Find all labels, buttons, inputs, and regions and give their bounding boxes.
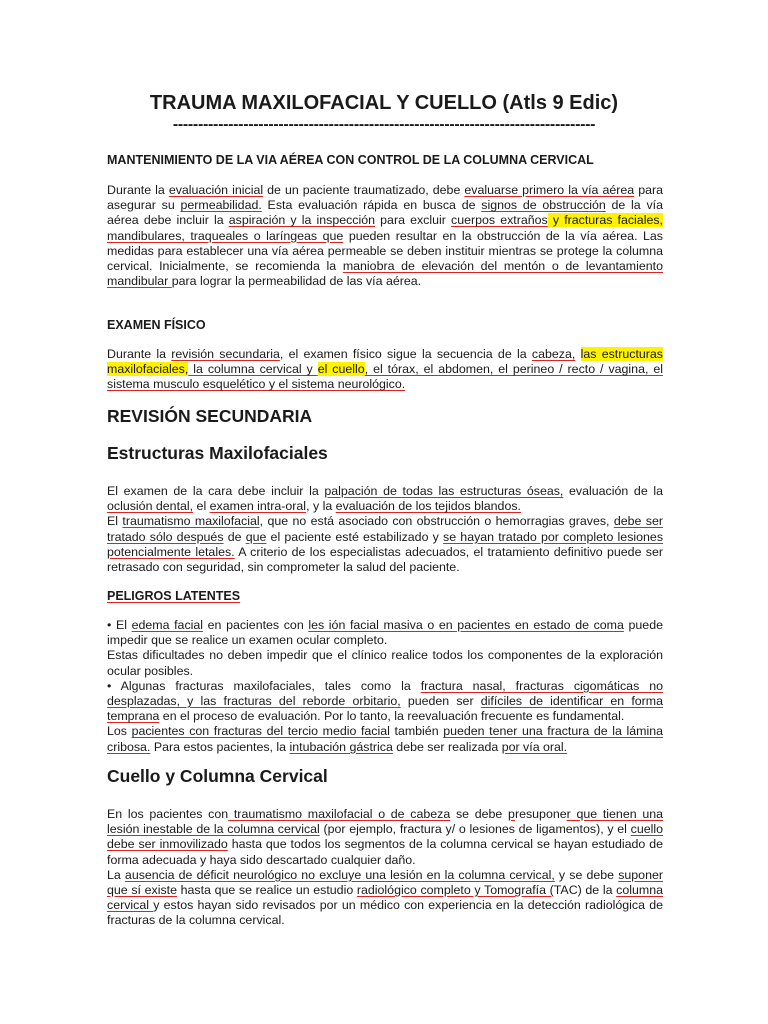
heading-latent-dangers: PELIGROS LATENTES [107,589,241,603]
title-divider: ------------------------------------------------------------------------------------ [172,116,596,133]
paragraph-airway: Durante la evaluación inicial de un paciente traumatizado, debe evaluarse primero la vía aérea para asegurar su permeabilidad. Esta evaluación rápida en busca de signos de obstrucción de la vía aérea debe incluir la aspiración y la inspección para excluir cuerpos extraños y fracturas faciales, mandibulares, traqueales o laríngeas que pueden resultar en la obstrucción de la vía aérea. Las medidas para establecer una vía aérea permeable se deben instituir mientras se protege la columna cervical. Inicialmente, se recomienda la maniobra de elevación del mentón o de levantamiento mandibular para lograr la permeabilidad de las vía aérea. [107,183,664,289]
heading-airway: MANTENIMIENTO DE LA VIA AÉREA CON CONTROL DE LA COLUMNA CERVICAL [107,153,594,167]
heading-physical-exam: EXAMEN FÍSICO [107,318,206,332]
paragraph-latent-dangers: • El edema facial en pacientes con les ión facial masiva o en pacientes en estado de coma puede impedir que se realice un examen ocular completo. Estas dificultades no deben impedir que el clínico realice todos los componentes de la exploración ocular posibles. • Algunas fracturas maxilofaciales, tales como la fractura nasal, fracturas cigomáticas no desplazadas, y las fracturas del reborde orbitario, pueden ser difíciles de identificar en forma temprana en el proceso de evaluación. Por lo tanto, la reevaluación frecuente es fundamental. Los pacientes con fracturas del tercio medio facial también pueden tener una fractura de la lámina cribosa. Para estos pacientes, la intubación gástrica debe ser realizada por vía oral. [107,618,663,754]
heading-neck-cervical-spine: Cuello y Columna Cervical [107,766,328,786]
paragraph-neck-cervical-spine: En los pacientes con traumatismo maxilofacial o de cabeza se debe presuponer que tienen una lesión inestable de la columna cervical (por ejemplo, fractura y/ o lesiones de ligamentos), y el cuello debe ser inmovilizado hasta que todos los segmentos de la columna cervical se hayan estudiado de forma adecuada y haya sido descartado cualquier daño. La ausencia de déficit neurológico no excluye una lesión en la columna cervical, y se debe suponer que sí existe hasta que se realice un estudio radiológico completo y Tomografía (TAC) de la columna cervical y estos hayan sido revisados por un médico con experiencia en la detección radiológica de fracturas de la columna cervical. [107,807,664,928]
document-title: TRAUMA MAXILOFACIAL Y CUELLO (Atls 9 Edic) [149,92,619,114]
heading-maxillofacial-structures: Estructuras Maxilofaciales [107,443,328,463]
heading-secondary-review: REVISIÓN SECUNDARIA [107,406,313,426]
paragraph-physical-exam: Durante la revisión secundaria, el examen físico sigue la secuencia de la cabeza, las estructuras maxilofaciales, la columna cervical y el cuello, el tórax, el abdomen, el perineo / recto / vagina, el sistema musculo esquelético y el sistema neurológico. [107,347,663,392]
paragraph-maxillofacial: El examen de la cara debe incluir la palpación de todas las estructuras óseas, evaluación de la oclusión dental, el examen intra-oral, y la evaluación de los tejidos blandos. El traumatismo maxilofacial, que no está asociado con obstrucción o hemorragias graves, debe ser tratado sólo después de que el paciente esté estabilizado y se hayan tratado por completo lesiones potencialmente letales. A criterio de los especialistas adecuados, el tratamiento definitivo puede ser retrasado con seguridad, sin comprometer la salud del paciente. [107,484,664,575]
